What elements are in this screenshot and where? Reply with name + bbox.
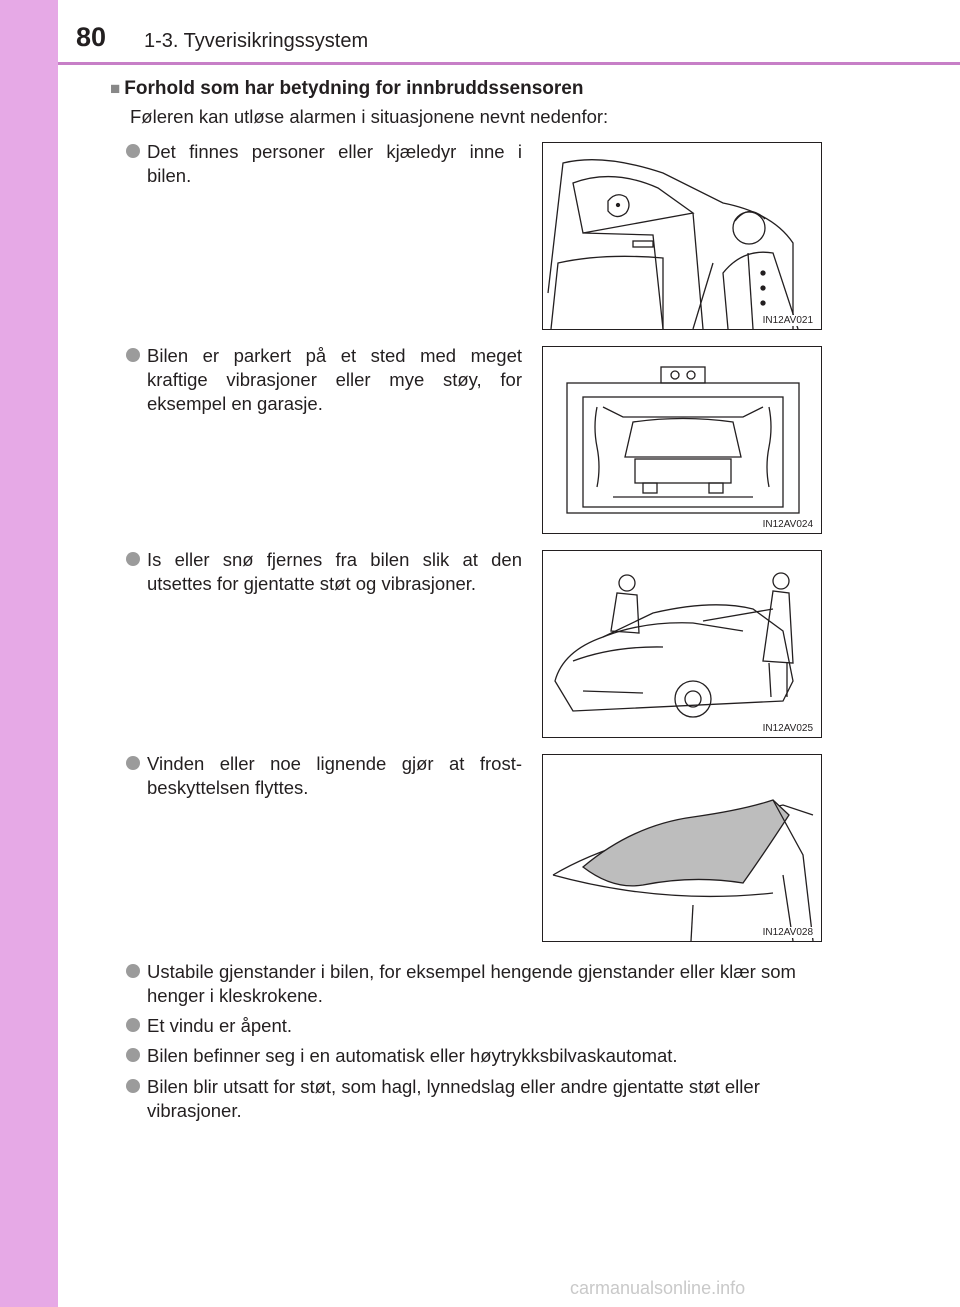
figure-person-pet-in-car <box>542 142 822 330</box>
bullet-icon <box>126 348 140 362</box>
section-heading <box>110 78 583 100</box>
list-item <box>126 1044 856 1068</box>
bullet-icon <box>126 1079 140 1093</box>
list-item <box>126 1075 856 1123</box>
chapter-title: 1-3. Tyverisikringssystem <box>144 30 369 52</box>
list-item-text: Vinden eller noe lignende gjør at frost-beskyttelsen flyttes. <box>147 753 522 798</box>
bullet-icon <box>126 1048 140 1062</box>
list-item-text: Ustabile gjenstander i bilen, for eksempel hengende gjenstander eller klær som henger i kleskrokene. <box>147 961 796 1006</box>
figure-code: IN12AV024 <box>762 519 813 530</box>
list-item-text: Det finnes personer eller kjæledyr inne i bilen. <box>147 141 522 186</box>
page-number: 80 <box>76 22 107 52</box>
car-with-dog-illustration <box>543 143 821 329</box>
snow-removal-illustration <box>543 551 821 737</box>
list-item <box>126 752 522 800</box>
header-divider <box>58 62 960 65</box>
bullet-icon <box>126 1018 140 1032</box>
figure-snow-removal <box>542 550 822 738</box>
figure-code: IN12AV025 <box>762 723 813 734</box>
list-item-text: Et vindu er åpent. <box>147 1015 293 1036</box>
figure-frost-cover <box>542 754 822 942</box>
figure-code: IN12AV028 <box>762 927 813 938</box>
list-item-text: Bilen blir utsatt for støt, som hagl, lynnedslag eller andre gjentatte støt eller vibrasjoner. <box>147 1076 760 1121</box>
figure-code: IN12AV021 <box>762 315 813 326</box>
bullet-icon <box>126 756 140 770</box>
list-item-text: Bilen befinner seg i en automatisk eller høytrykksbilvaskautomat. <box>147 1045 678 1066</box>
square-bullet-icon: ■ <box>110 79 121 98</box>
garage-illustration <box>543 347 821 533</box>
figure-car-in-garage <box>542 346 822 534</box>
list-item-text: Bilen er parkert på et sted med meget kraftige vibrasjoner eller mye støy, for eksempel en garasje. <box>147 345 522 414</box>
watermark: carmanualsonline.info <box>570 1278 746 1298</box>
list-item <box>126 344 522 416</box>
intro-text: Føleren kan utløse alarmen i situasjonene nevnt nedenfor: <box>130 106 609 127</box>
section-heading-text: Forhold som har betydning for innbruddssensoren <box>124 78 584 99</box>
list-item <box>126 548 522 596</box>
side-color-strip <box>0 0 58 1307</box>
list-item-text: Is eller snø fjernes fra bilen slik at den utsettes for gjentatte støt og vibrasjoner. <box>147 549 522 594</box>
bullet-icon <box>126 964 140 978</box>
list-item <box>126 140 522 188</box>
bullet-icon <box>126 144 140 158</box>
list-item <box>126 960 856 1008</box>
frost-cover-illustration <box>543 755 821 941</box>
list-item <box>126 1014 856 1038</box>
bullet-icon <box>126 552 140 566</box>
